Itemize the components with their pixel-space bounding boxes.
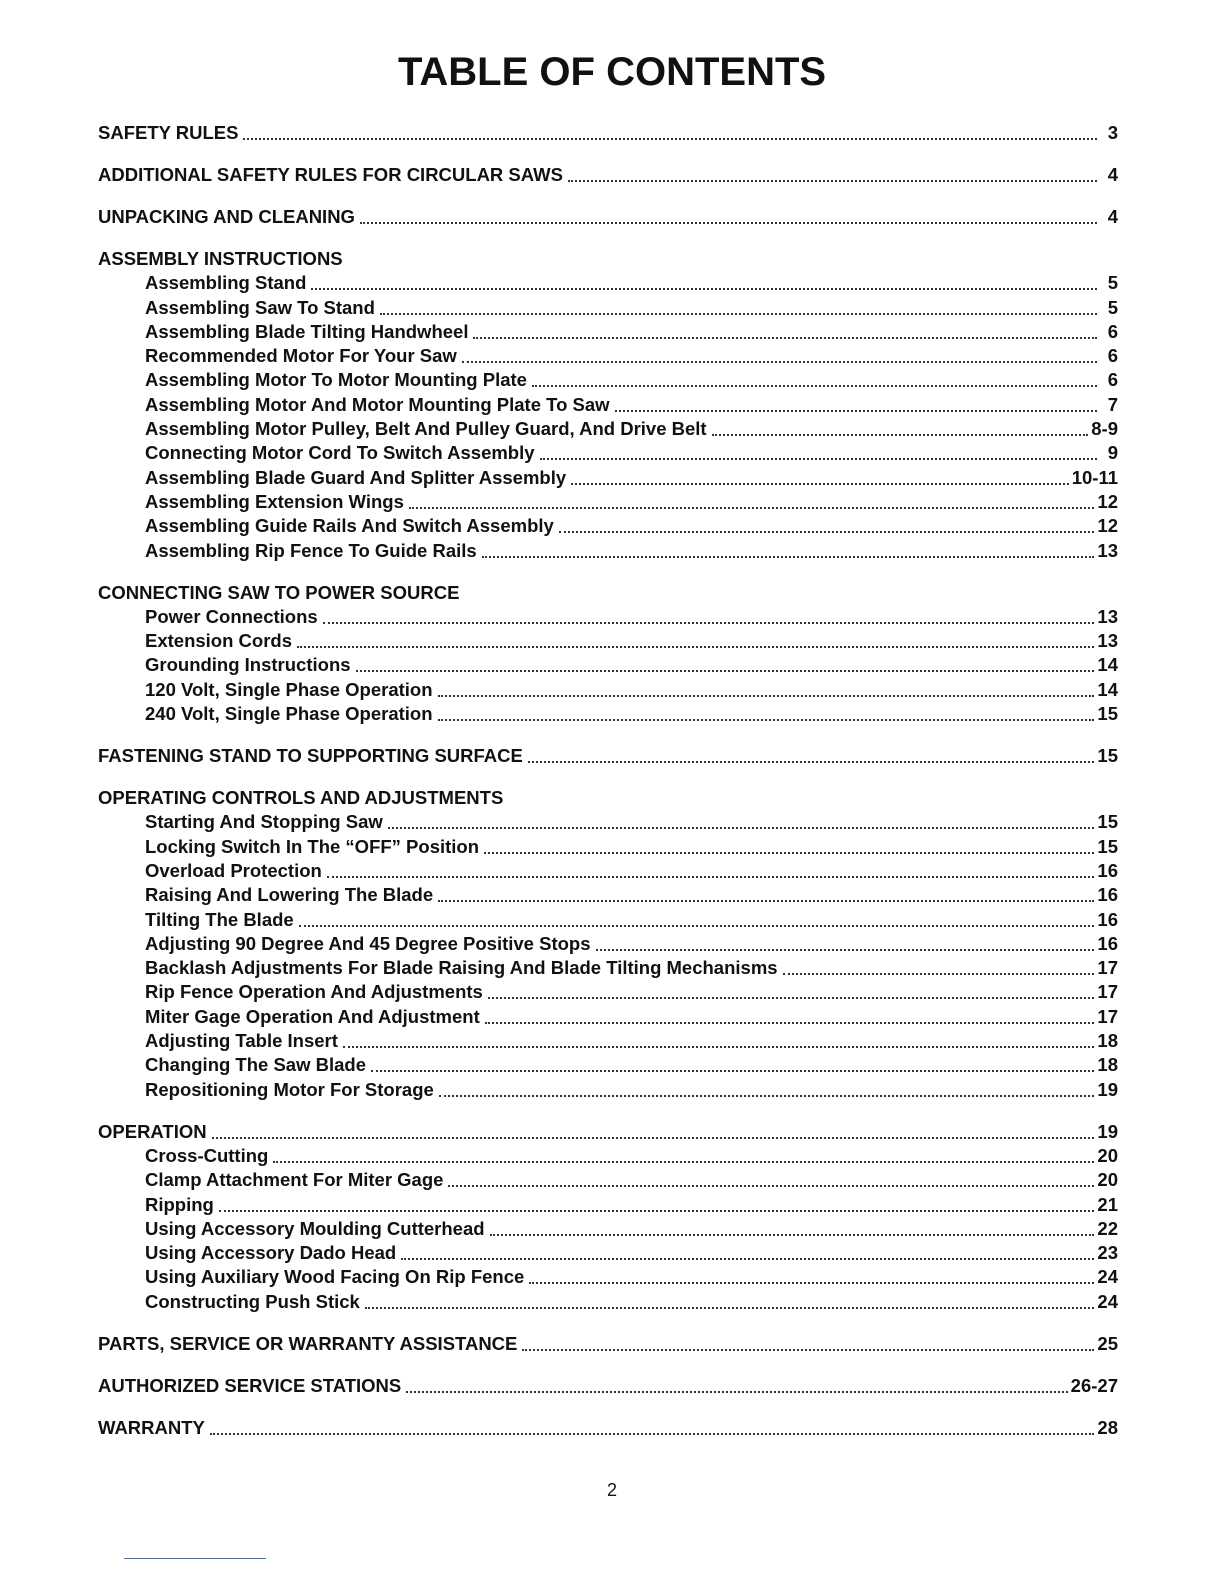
dot-leader: [360, 221, 1097, 224]
toc-page-number: 17: [1097, 981, 1118, 1003]
toc-section-heading: [98, 1327, 1118, 1355]
toc-section-heading: [98, 576, 1118, 604]
toc-page-number: 5: [1107, 272, 1118, 294]
toc-entry-label: Power Connections: [145, 605, 318, 627]
toc-item: [98, 270, 1118, 294]
toc-entry-label: Changing The Saw Blade: [145, 1054, 366, 1076]
toc-entry-label: SAFETY RULES: [98, 122, 239, 143]
dot-leader: [380, 312, 1097, 315]
toc-item: [98, 809, 1118, 833]
toc-page-number: 9: [1107, 442, 1118, 464]
dot-leader: [529, 1281, 1094, 1284]
toc-entry-label: Recommended Motor For Your Saw: [145, 345, 457, 367]
toc-entry-label: 120 Volt, Single Phase Operation: [145, 678, 433, 700]
toc-entry-label: Overload Protection: [145, 859, 322, 881]
dot-leader: [299, 924, 1095, 927]
toc-entry-label: Extension Cords: [145, 630, 292, 652]
toc-page-number: 19: [1097, 1120, 1118, 1142]
toc-page-number: 21: [1097, 1193, 1118, 1215]
dot-leader: [464, 599, 1097, 600]
toc-item: [98, 931, 1118, 955]
dot-leader: [343, 1045, 1095, 1048]
footer-rule: [124, 1558, 266, 1559]
toc-entry-label: WARRANTY: [98, 1416, 205, 1438]
toc-item: [98, 367, 1118, 391]
toc-entry-label: Assembling Motor Pulley, Belt And Pulley Guard, And Drive Belt: [145, 418, 707, 440]
dot-leader: [615, 409, 1097, 412]
toc-item: [98, 464, 1118, 488]
toc-item: [98, 391, 1118, 415]
dot-leader: [212, 1136, 1095, 1139]
toc-page-number: 12: [1097, 490, 1118, 512]
toc-entry-label: Tilting The Blade: [145, 908, 294, 930]
toc-item: [98, 440, 1118, 464]
dot-leader: [243, 137, 1097, 140]
toc-page-number: 4: [1107, 164, 1118, 185]
dot-leader: [371, 1069, 1094, 1072]
toc-section-heading: [98, 781, 1118, 809]
dot-leader: [297, 645, 1094, 648]
toc-page-number: 12: [1097, 515, 1118, 537]
toc-entry-label: Ripping: [145, 1193, 214, 1215]
dot-leader: [568, 179, 1097, 182]
toc-page-number: 5: [1107, 296, 1118, 318]
toc-item: [98, 1052, 1118, 1076]
toc-page-number: 23: [1097, 1242, 1118, 1264]
toc-page-number: 20: [1097, 1144, 1118, 1166]
toc-page-number: 16: [1097, 884, 1118, 906]
toc-entry-label: Locking Switch In The “OFF” Position: [145, 835, 480, 857]
toc-page-number: 17: [1097, 957, 1118, 979]
dot-leader: [439, 1094, 1095, 1097]
toc-page-number: 13: [1097, 539, 1118, 561]
toc-section: [98, 1327, 1118, 1355]
dot-leader: [406, 1390, 1067, 1393]
toc-item: [98, 294, 1118, 318]
dot-leader: [462, 360, 1097, 363]
toc-item: [98, 628, 1118, 652]
toc-entry-label: Clamp Attachment For Miter Gage: [145, 1169, 444, 1191]
toc-page-number: 20: [1097, 1169, 1118, 1191]
toc-entry-label: Using Accessory Dado Head: [145, 1242, 397, 1264]
toc-page-number: 8-9: [1091, 418, 1118, 440]
dot-leader: [438, 694, 1095, 697]
toc-item: [98, 604, 1118, 628]
toc-page-number: 15: [1097, 811, 1118, 833]
dot-leader: [488, 996, 1095, 999]
toc-item: [98, 343, 1118, 367]
dot-leader: [438, 718, 1095, 721]
toc-entry-label: AUTHORIZED SERVICE STATIONS: [98, 1374, 402, 1396]
toc-page-number: 14: [1097, 654, 1118, 676]
toc-section: [98, 200, 1118, 228]
toc-page-number: 4: [1107, 206, 1118, 227]
toc-section-heading: [98, 1369, 1118, 1397]
dot-leader: [484, 851, 1094, 854]
toc-item: [98, 416, 1118, 440]
toc-item: [98, 1288, 1118, 1312]
toc-section-heading: [98, 200, 1118, 228]
dot-leader: [327, 875, 1095, 878]
page-number: 2: [606, 1480, 617, 1500]
toc-entry-label: Assembling Blade Tilting Handwheel: [145, 320, 469, 342]
toc-item: [98, 676, 1118, 700]
toc-section-heading: [98, 739, 1118, 767]
toc-page-number: 14: [1097, 678, 1118, 700]
dot-leader: [528, 760, 1095, 763]
dot-leader: [485, 1021, 1095, 1024]
toc-item: [98, 652, 1118, 676]
dot-leader: [532, 384, 1097, 387]
toc-item: [98, 906, 1118, 930]
toc-page-number: 15: [1097, 745, 1118, 767]
toc-item: [98, 1143, 1118, 1167]
toc-entry-label: CONNECTING SAW TO POWER SOURCE: [98, 581, 460, 603]
toc-page-number: 28: [1097, 1416, 1118, 1438]
dot-leader: [596, 948, 1095, 951]
toc-entry-label: Assembling Motor And Motor Mounting Plate To Saw: [145, 393, 610, 415]
dot-leader: [438, 899, 1094, 902]
dot-leader: [219, 1209, 1095, 1212]
toc-page-number: 3: [1107, 122, 1118, 143]
toc-item: [98, 1028, 1118, 1052]
dot-leader: [365, 1306, 1095, 1309]
toc-page-number: 22: [1097, 1217, 1118, 1239]
toc-item: [98, 1167, 1118, 1191]
toc-section-heading: [98, 242, 1118, 270]
toc-entry-label: Assembling Saw To Stand: [145, 296, 375, 318]
dot-leader: [348, 265, 1097, 266]
dot-leader: [210, 1432, 1095, 1435]
toc-item: [98, 701, 1118, 725]
toc-entry-label: Constructing Push Stick: [145, 1290, 360, 1312]
toc-entry-label: Miter Gage Operation And Adjustment: [145, 1005, 480, 1027]
page-title: TABLE OF CONTENTS: [397, 50, 827, 94]
toc-page-number: 6: [1107, 345, 1118, 367]
toc-page-number: 13: [1097, 630, 1118, 652]
toc-page-number: 17: [1097, 1005, 1118, 1027]
toc-section: [98, 1369, 1118, 1397]
dot-leader: [448, 1184, 1094, 1187]
dot-leader: [559, 530, 1095, 533]
toc-entry-label: ASSEMBLY INSTRUCTIONS: [98, 248, 343, 269]
toc-section: [98, 116, 1118, 144]
toc-section: [98, 1411, 1118, 1439]
toc-item: [98, 1216, 1118, 1240]
toc-page-number: 7: [1107, 393, 1118, 415]
toc-page-number: 19: [1097, 1078, 1118, 1100]
toc-entry-label: Using Accessory Moulding Cutterhead: [145, 1217, 485, 1239]
toc-section-heading: [98, 1411, 1118, 1439]
toc-entry-label: Adjusting Table Insert: [145, 1030, 338, 1052]
toc-page-number: 6: [1107, 369, 1118, 391]
toc-item: [98, 1240, 1118, 1264]
toc-entry-label: Assembling Blade Guard And Splitter Assembly: [145, 466, 567, 488]
toc-item: [98, 1191, 1118, 1215]
toc-item: [98, 513, 1118, 537]
toc-entry-label: 240 Volt, Single Phase Operation: [145, 703, 433, 725]
toc-page-number: 15: [1097, 835, 1118, 857]
toc-entry-label: Assembling Stand: [145, 272, 307, 294]
toc-item: [98, 979, 1118, 1003]
dot-leader: [356, 669, 1095, 672]
toc-page-number: 10-11: [1071, 466, 1118, 488]
toc-entry-label: Raising And Lowering The Blade: [145, 884, 434, 906]
toc-item: [98, 319, 1118, 343]
toc-section: [98, 781, 1118, 1101]
toc-entry-label: Cross-Cutting: [145, 1144, 269, 1166]
toc-page-number: 26-27: [1070, 1374, 1118, 1396]
toc-page-number: 15: [1097, 703, 1118, 725]
toc-section-heading: [98, 116, 1118, 144]
toc-entry-label: Assembling Rip Fence To Guide Rails: [145, 539, 477, 561]
toc-page-number: 24: [1097, 1266, 1118, 1288]
toc-entry-label: OPERATING CONTROLS AND ADJUSTMENTS: [98, 787, 504, 809]
dot-leader: [712, 433, 1089, 436]
dot-leader: [323, 621, 1095, 624]
dot-leader: [388, 826, 1095, 829]
dot-leader: [522, 1348, 1094, 1351]
toc-entry-label: Grounding Instructions: [145, 654, 351, 676]
toc-entry-label: Backlash Adjustments For Blade Raising And Blade Tilting Mechanisms: [145, 957, 778, 979]
toc-entry-label: Starting And Stopping Saw: [145, 811, 383, 833]
toc-page-number: 25: [1097, 1332, 1118, 1354]
toc-section: [98, 158, 1118, 186]
toc-page-number: 18: [1097, 1030, 1118, 1052]
toc-section-heading: [98, 1115, 1118, 1143]
toc-page-number: 16: [1097, 908, 1118, 930]
toc-item: [98, 1264, 1118, 1288]
toc-section: [98, 242, 1118, 562]
toc-entry-label: FASTENING STAND TO SUPPORTING SURFACE: [98, 745, 523, 767]
dot-leader: [473, 336, 1097, 339]
dot-leader: [508, 804, 1097, 805]
toc-page-number: 13: [1097, 605, 1118, 627]
toc-item: [98, 955, 1118, 979]
toc-item: [98, 833, 1118, 857]
toc-item: [98, 537, 1118, 561]
dot-leader: [490, 1233, 1095, 1236]
toc-item: [98, 1003, 1118, 1027]
dot-leader: [401, 1257, 1094, 1260]
toc-item: [98, 489, 1118, 513]
toc-entry-label: PARTS, SERVICE OR WARRANTY ASSISTANCE: [98, 1332, 518, 1354]
dot-leader: [273, 1160, 1094, 1163]
toc-entry-label: Assembling Guide Rails And Switch Assembly: [145, 515, 554, 537]
toc-section: [98, 739, 1118, 767]
toc-item: [98, 858, 1118, 882]
toc-entry-label: OPERATION: [98, 1120, 207, 1142]
toc-entry-label: Assembling Extension Wings: [145, 490, 404, 512]
toc-entry-label: Connecting Motor Cord To Switch Assembly: [145, 442, 535, 464]
toc-entry-label: Adjusting 90 Degree And 45 Degree Positive Stops: [145, 932, 591, 954]
toc-page-number: 24: [1097, 1290, 1118, 1312]
toc-item: [98, 1076, 1118, 1100]
toc-entry-label: Rip Fence Operation And Adjustments: [145, 981, 483, 1003]
toc-entry-label: UNPACKING AND CLEANING: [98, 206, 355, 227]
dot-leader: [783, 972, 1095, 975]
dot-leader: [482, 555, 1095, 558]
toc-entry-label: Repositioning Motor For Storage: [145, 1078, 434, 1100]
toc-page-number: 18: [1097, 1054, 1118, 1076]
toc-section: [98, 1115, 1118, 1313]
table-of-contents: [98, 116, 1118, 1453]
dot-leader: [540, 457, 1097, 460]
dot-leader: [409, 506, 1095, 509]
toc-entry-label: Using Auxiliary Wood Facing On Rip Fence: [145, 1266, 525, 1288]
dot-leader: [311, 287, 1097, 290]
toc-item: [98, 882, 1118, 906]
toc-entry-label: Assembling Motor To Motor Mounting Plate: [145, 369, 527, 391]
toc-section: [98, 576, 1118, 725]
toc-page-number: 16: [1097, 932, 1118, 954]
toc-entry-label: ADDITIONAL SAFETY RULES FOR CIRCULAR SAWS: [98, 164, 563, 185]
toc-page-number: 6: [1107, 320, 1118, 342]
dot-leader: [571, 482, 1069, 485]
toc-page-number: 16: [1097, 859, 1118, 881]
toc-section-heading: [98, 158, 1118, 186]
